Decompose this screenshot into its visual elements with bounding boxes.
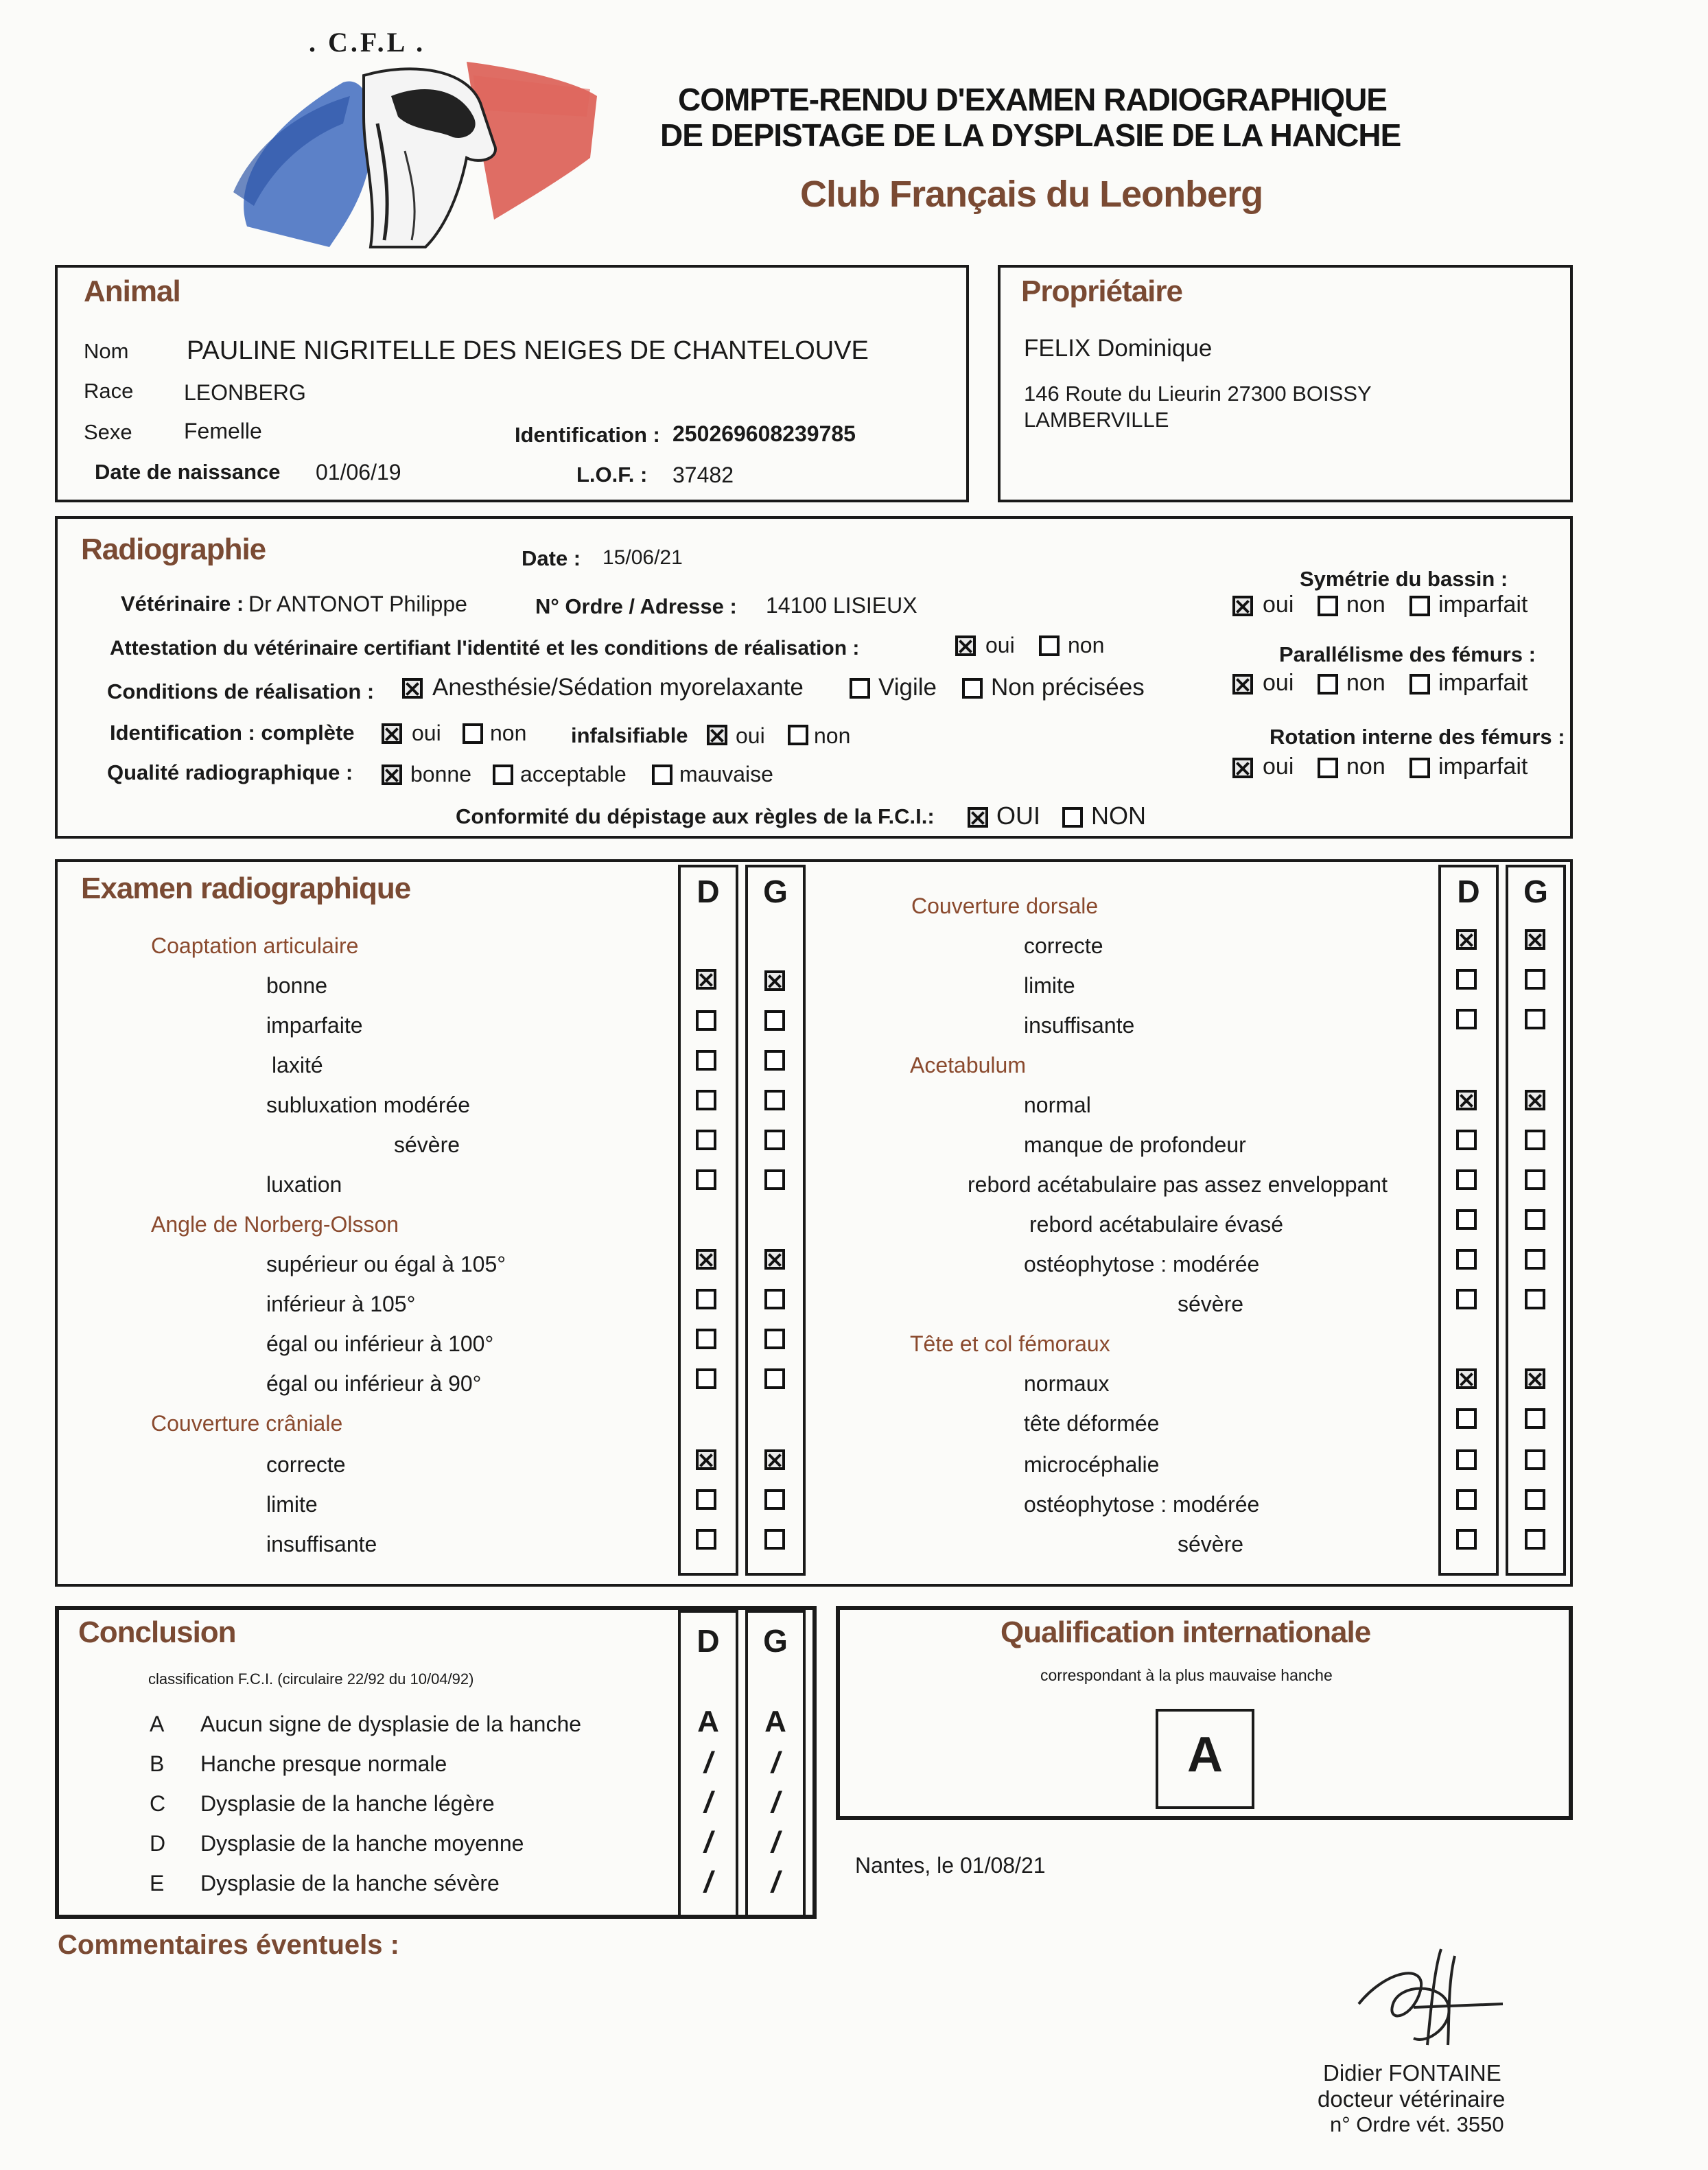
- infalsifiable-non-label: non: [814, 723, 851, 748]
- te-3-g-checkbox[interactable]: [1525, 1449, 1545, 1470]
- left-col-g-head: G: [763, 874, 788, 909]
- cond-non-precisees-label: Non précisées: [991, 674, 1145, 701]
- ac-2-d-checkbox[interactable]: [1456, 1130, 1477, 1150]
- do-1-g-checkbox[interactable]: [1525, 929, 1545, 950]
- n-2-d-checkbox[interactable]: [696, 1289, 716, 1309]
- ac-2-g-checkbox[interactable]: [1525, 1130, 1545, 1150]
- tete-title: Tête et col fémoraux: [910, 1331, 1110, 1356]
- nom-label: Nom: [84, 339, 129, 363]
- n-3-label: égal ou inférieur à 100°: [266, 1331, 494, 1356]
- ordre-value: 14100 LISIEUX: [766, 593, 917, 618]
- c-luxation-d-checkbox[interactable]: [696, 1169, 716, 1190]
- attestation-oui-checkbox[interactable]: [955, 635, 976, 656]
- ac-6-label: sévère: [1178, 1292, 1244, 1316]
- identification-value: 250269608239785: [672, 421, 856, 446]
- rotation-oui-label: oui: [1263, 754, 1294, 780]
- conclusion-row-a-d: A: [697, 1705, 719, 1738]
- date-label: Date :: [522, 546, 581, 570]
- conclusion-row-b-text: Hanche presque normale: [200, 1751, 447, 1776]
- norberg-title: Angle de Norberg-Olsson: [151, 1212, 399, 1237]
- te-2-d-checkbox[interactable]: [1456, 1408, 1477, 1429]
- signature: [1345, 1942, 1517, 2059]
- cr-3-label: insuffisante: [266, 1532, 377, 1556]
- symetrie-non-checkbox[interactable]: [1318, 596, 1338, 616]
- vet-value: Dr ANTONOT Philippe: [248, 592, 467, 616]
- conclusion-row-a-letter: A: [150, 1712, 165, 1736]
- te-5-d-checkbox[interactable]: [1456, 1529, 1477, 1550]
- parallelisme-imparfait-checkbox[interactable]: [1409, 674, 1430, 695]
- te-5-g-checkbox[interactable]: [1525, 1529, 1545, 1550]
- c-imparfaite-d-checkbox[interactable]: [696, 1010, 716, 1031]
- n-4-g-checkbox[interactable]: [764, 1368, 785, 1389]
- qualite-bonne-checkbox[interactable]: [382, 765, 402, 785]
- conclusion-row-d-text: Dysplasie de la hanche moyenne: [200, 1831, 524, 1856]
- conclusion-row-c-d: /: [703, 1786, 713, 1819]
- conclusion-row-c-g: /: [771, 1786, 780, 1819]
- signer-name: Didier FONTAINE: [1323, 2060, 1501, 2086]
- cr-2-d-checkbox[interactable]: [696, 1489, 716, 1510]
- n-3-d-checkbox[interactable]: [696, 1329, 716, 1349]
- conclusion-row-c-text: Dysplasie de la hanche légère: [200, 1791, 495, 1816]
- ident-label: Identification : complète: [110, 721, 355, 745]
- conclusion-row-e-letter: E: [150, 1871, 165, 1895]
- comments-label: Commentaires éventuels :: [58, 1930, 399, 1960]
- conformite-label: Conformité du dépistage aux règles de la F.C.I.:: [456, 804, 935, 828]
- symetrie-label: Symétrie du bassin :: [1300, 567, 1508, 591]
- n-3-g-checkbox[interactable]: [764, 1329, 785, 1349]
- c-imparfaite-g-checkbox[interactable]: [764, 1010, 785, 1031]
- identification-label: Identification :: [515, 423, 660, 447]
- naissance-value: 01/06/19: [316, 460, 401, 485]
- c-laxite-g-checkbox[interactable]: [764, 1050, 785, 1071]
- do-3-g-checkbox[interactable]: [1525, 1009, 1545, 1029]
- rotation-oui-checkbox[interactable]: [1232, 758, 1253, 778]
- right-col-g-head: G: [1523, 874, 1548, 909]
- rotation-label: Rotation interne des fémurs :: [1270, 725, 1565, 749]
- conditions-label: Conditions de réalisation :: [107, 679, 375, 703]
- qualite-mauvaise-checkbox[interactable]: [652, 765, 672, 785]
- conclusion-section-title: Conclusion: [78, 1615, 236, 1649]
- conclusion-row-d-d: /: [703, 1825, 713, 1859]
- c-severe-g-checkbox[interactable]: [764, 1130, 785, 1150]
- conclusion-row-b-g: /: [771, 1746, 780, 1780]
- lof-value: 37482: [672, 463, 734, 487]
- attestation-oui-label: oui: [985, 633, 1015, 657]
- animal-section-title: Animal: [84, 275, 180, 308]
- signer-order: n° Ordre vét. 3550: [1330, 2112, 1504, 2136]
- rotation-non-label: non: [1346, 754, 1385, 780]
- radiographie-box: [55, 516, 1573, 839]
- qualification-subtitle: correspondant à la plus mauvaise hanche: [1040, 1666, 1333, 1684]
- infalsifiable-label: infalsifiable: [571, 723, 688, 747]
- ac-3-d-checkbox[interactable]: [1456, 1169, 1477, 1190]
- attestation-label: Attestation du vétérinaire certifiant l'identité et les conditions de réalisation :: [110, 637, 860, 660]
- ac-2-label: manque de profondeur: [1024, 1132, 1246, 1157]
- parallelisme-oui-checkbox[interactable]: [1232, 674, 1253, 695]
- conclusion-row-a-text: Aucun signe de dysplasie de la hanche: [200, 1712, 582, 1736]
- parallelisme-non-checkbox[interactable]: [1318, 674, 1338, 695]
- do-2-g-checkbox[interactable]: [1525, 969, 1545, 990]
- qualification-section-title: Qualification internationale: [1001, 1615, 1371, 1649]
- c-subluxation-label: subluxation modérée: [266, 1093, 471, 1117]
- logo-text: . C.F.L .: [309, 27, 426, 58]
- cr-1-d-checkbox[interactable]: [696, 1449, 716, 1470]
- te-1-g-checkbox[interactable]: [1525, 1368, 1545, 1389]
- te-2-label: tête déformée: [1024, 1411, 1160, 1436]
- ac-4-label: rebord acétabulaire évasé: [1029, 1212, 1284, 1237]
- cond-anesthesie-label: Anesthésie/Sédation myorelaxante: [432, 674, 804, 701]
- n-4-d-checkbox[interactable]: [696, 1368, 716, 1389]
- c-bonne-d-checkbox[interactable]: [696, 969, 716, 990]
- coaptation-title: Coaptation articulaire: [151, 933, 359, 958]
- club-name: Club Français du Leonberg: [800, 174, 1263, 215]
- rotation-imparfait-label: imparfait: [1438, 754, 1528, 780]
- ident-non-label: non: [490, 721, 527, 745]
- conclusion-row-e-text: Dysplasie de la hanche sévère: [200, 1871, 500, 1895]
- ac-6-g-checkbox[interactable]: [1525, 1289, 1545, 1309]
- conclusion-row-d-letter: D: [150, 1831, 166, 1856]
- left-col-d-head: D: [697, 874, 720, 909]
- qualite-bonne-label: bonne: [410, 762, 471, 786]
- ac-5-label: ostéophytose : modérée: [1024, 1252, 1260, 1276]
- cond-non-precisees-checkbox[interactable]: [962, 678, 983, 699]
- conclusion-row-c-letter: C: [150, 1791, 166, 1816]
- acetabulum-title: Acetabulum: [910, 1053, 1026, 1077]
- title-line-1: COMPTE-RENDU D'EXAMEN RADIOGRAPHIQUE: [678, 82, 1387, 117]
- te-4-g-checkbox[interactable]: [1525, 1489, 1545, 1510]
- c-bonne-label: bonne: [266, 973, 327, 998]
- c-imparfaite-label: imparfaite: [266, 1013, 363, 1038]
- owner-name: FELIX Dominique: [1024, 335, 1213, 362]
- c-laxite-d-checkbox[interactable]: [696, 1050, 716, 1071]
- n-1-label: supérieur ou égal à 105°: [266, 1252, 506, 1276]
- symetrie-oui-label: oui: [1263, 592, 1294, 618]
- race-label: Race: [84, 379, 134, 403]
- place-date: Nantes, le 01/08/21: [855, 1853, 1046, 1878]
- conformite-non-label: NON: [1091, 802, 1146, 830]
- cr-1-label: correcte: [266, 1452, 346, 1477]
- conclusion-row-e-d: /: [703, 1865, 713, 1899]
- te-5-label: sévère: [1178, 1532, 1244, 1556]
- te-1-label: normaux: [1024, 1371, 1110, 1396]
- qualite-label: Qualité radiographique :: [107, 760, 353, 784]
- n-1-g-checkbox[interactable]: [764, 1249, 785, 1270]
- n-2-g-checkbox[interactable]: [764, 1289, 785, 1309]
- te-4-d-checkbox[interactable]: [1456, 1489, 1477, 1510]
- ac-1-g-checkbox[interactable]: [1525, 1090, 1545, 1110]
- cfl-logo: [206, 21, 604, 254]
- infalsifiable-oui-checkbox[interactable]: [707, 725, 727, 745]
- ac-4-d-checkbox[interactable]: [1456, 1209, 1477, 1230]
- te-1-d-checkbox[interactable]: [1456, 1368, 1477, 1389]
- symetrie-non-label: non: [1346, 592, 1385, 618]
- do-1-d-checkbox[interactable]: [1456, 929, 1477, 950]
- conclusion-col-d-head: D: [697, 1623, 720, 1659]
- c-luxation-label: luxation: [266, 1172, 342, 1197]
- do-3-label: insuffisante: [1024, 1013, 1135, 1038]
- n-2-label: inférieur à 105°: [266, 1292, 416, 1316]
- c-bonne-g-checkbox[interactable]: [764, 970, 785, 991]
- ac-6-d-checkbox[interactable]: [1456, 1289, 1477, 1309]
- signer-title: docteur vétérinaire: [1318, 2086, 1506, 2112]
- qualite-acceptable-label: acceptable: [520, 762, 627, 786]
- do-3-d-checkbox[interactable]: [1456, 1009, 1477, 1029]
- title-line-2: DE DEPISTAGE DE LA DYSPLASIE DE LA HANCHE: [660, 117, 1401, 153]
- sexe-label: Sexe: [84, 420, 132, 444]
- c-luxation-g-checkbox[interactable]: [764, 1169, 785, 1190]
- lof-label: L.O.F. :: [576, 463, 648, 487]
- conformite-non-checkbox[interactable]: [1062, 807, 1083, 828]
- ac-4-g-checkbox[interactable]: [1525, 1209, 1545, 1230]
- cond-vigile-checkbox[interactable]: [850, 678, 870, 699]
- n-4-label: égal ou inférieur à 90°: [266, 1371, 482, 1396]
- attestation-non-label: non: [1068, 633, 1105, 657]
- c-subluxation-g-checkbox[interactable]: [764, 1090, 785, 1110]
- te-2-g-checkbox[interactable]: [1525, 1408, 1545, 1429]
- symetrie-imparfait-label: imparfait: [1438, 592, 1528, 618]
- cr-3-d-checkbox[interactable]: [696, 1529, 716, 1550]
- ac-5-d-checkbox[interactable]: [1456, 1249, 1477, 1270]
- date-value: 15/06/21: [603, 546, 683, 569]
- sexe-value: Femelle: [184, 419, 262, 443]
- c-subluxation-d-checkbox[interactable]: [696, 1090, 716, 1110]
- qualification-grade: A: [1187, 1727, 1223, 1782]
- conclusion-row-b-letter: B: [150, 1751, 165, 1776]
- n-1-d-checkbox[interactable]: [696, 1249, 716, 1270]
- owner-address-2: LAMBERVILLE: [1024, 408, 1169, 432]
- infalsifiable-non-checkbox[interactable]: [788, 725, 808, 745]
- attestation-non-checkbox[interactable]: [1039, 635, 1060, 656]
- parallelisme-oui-label: oui: [1263, 670, 1294, 696]
- conclusion-subtitle: classification F.C.I. (circulaire 22/92 du 10/04/92): [148, 1670, 474, 1688]
- do-2-d-checkbox[interactable]: [1456, 969, 1477, 990]
- parallelisme-imparfait-label: imparfait: [1438, 670, 1528, 696]
- radiographie-section-title: Radiographie: [81, 533, 266, 566]
- infalsifiable-oui-label: oui: [736, 723, 765, 748]
- conclusion-row-b-d: /: [703, 1746, 713, 1780]
- examen-section-title: Examen radiographique: [81, 872, 411, 905]
- ac-3-label: rebord acétabulaire pas assez enveloppant: [968, 1172, 1388, 1197]
- cond-anesthesie-checkbox[interactable]: [402, 678, 423, 699]
- cr-1-g-checkbox[interactable]: [764, 1449, 785, 1470]
- race-value: LEONBERG: [184, 380, 306, 405]
- conclusion-row-d-g: /: [771, 1825, 780, 1859]
- ac-3-g-checkbox[interactable]: [1525, 1169, 1545, 1190]
- conformite-oui-checkbox[interactable]: [968, 807, 988, 828]
- c-severe-d-checkbox[interactable]: [696, 1130, 716, 1150]
- c-laxite-label: laxité: [272, 1053, 323, 1077]
- c-severe-label: sévère: [394, 1132, 460, 1157]
- nom-value: PAULINE NIGRITELLE DES NEIGES DE CHANTELOUVE: [187, 336, 869, 365]
- ac-1-d-checkbox[interactable]: [1456, 1090, 1477, 1110]
- ident-oui-checkbox[interactable]: [382, 723, 402, 744]
- dorsale-title: Couverture dorsale: [911, 894, 1099, 918]
- conclusion-row-a-g: A: [764, 1705, 786, 1738]
- ident-non-checkbox[interactable]: [463, 723, 483, 744]
- proprietaire-section-title: Propriétaire: [1021, 275, 1182, 308]
- conformite-oui-label: OUI: [996, 802, 1041, 830]
- cr-2-label: limite: [266, 1492, 318, 1517]
- vet-label: Vétérinaire :: [121, 592, 244, 616]
- right-col-d-head: D: [1457, 874, 1480, 909]
- cond-vigile-label: Vigile: [878, 674, 937, 701]
- rotation-non-checkbox[interactable]: [1318, 758, 1338, 778]
- te-4-label: ostéophytose : modérée: [1024, 1492, 1260, 1517]
- ac-1-label: normal: [1024, 1093, 1091, 1117]
- do-1-label: correcte: [1024, 933, 1103, 958]
- do-2-label: limite: [1024, 973, 1075, 998]
- naissance-label: Date de naissance: [95, 460, 281, 484]
- cranial-title: Couverture crâniale: [151, 1411, 343, 1436]
- ordre-label: N° Ordre / Adresse :: [535, 594, 737, 618]
- cr-3-g-checkbox[interactable]: [764, 1529, 785, 1550]
- symetrie-oui-checkbox[interactable]: [1232, 596, 1253, 616]
- cr-2-g-checkbox[interactable]: [764, 1489, 785, 1510]
- qualite-mauvaise-label: mauvaise: [679, 762, 773, 786]
- rotation-imparfait-checkbox[interactable]: [1409, 758, 1430, 778]
- owner-address-1: 146 Route du Lieurin 27300 BOISSY: [1024, 382, 1372, 406]
- parallelisme-non-label: non: [1346, 670, 1385, 696]
- qualite-acceptable-checkbox[interactable]: [493, 765, 513, 785]
- ac-5-g-checkbox[interactable]: [1525, 1249, 1545, 1270]
- te-3-label: microcéphalie: [1024, 1452, 1160, 1477]
- ident-oui-label: oui: [412, 721, 441, 745]
- te-3-d-checkbox[interactable]: [1456, 1449, 1477, 1470]
- symetrie-imparfait-checkbox[interactable]: [1409, 596, 1430, 616]
- parallelisme-label: Parallélisme des fémurs :: [1279, 642, 1536, 666]
- conclusion-col-g-head: G: [763, 1623, 788, 1659]
- conclusion-row-e-g: /: [771, 1865, 780, 1899]
